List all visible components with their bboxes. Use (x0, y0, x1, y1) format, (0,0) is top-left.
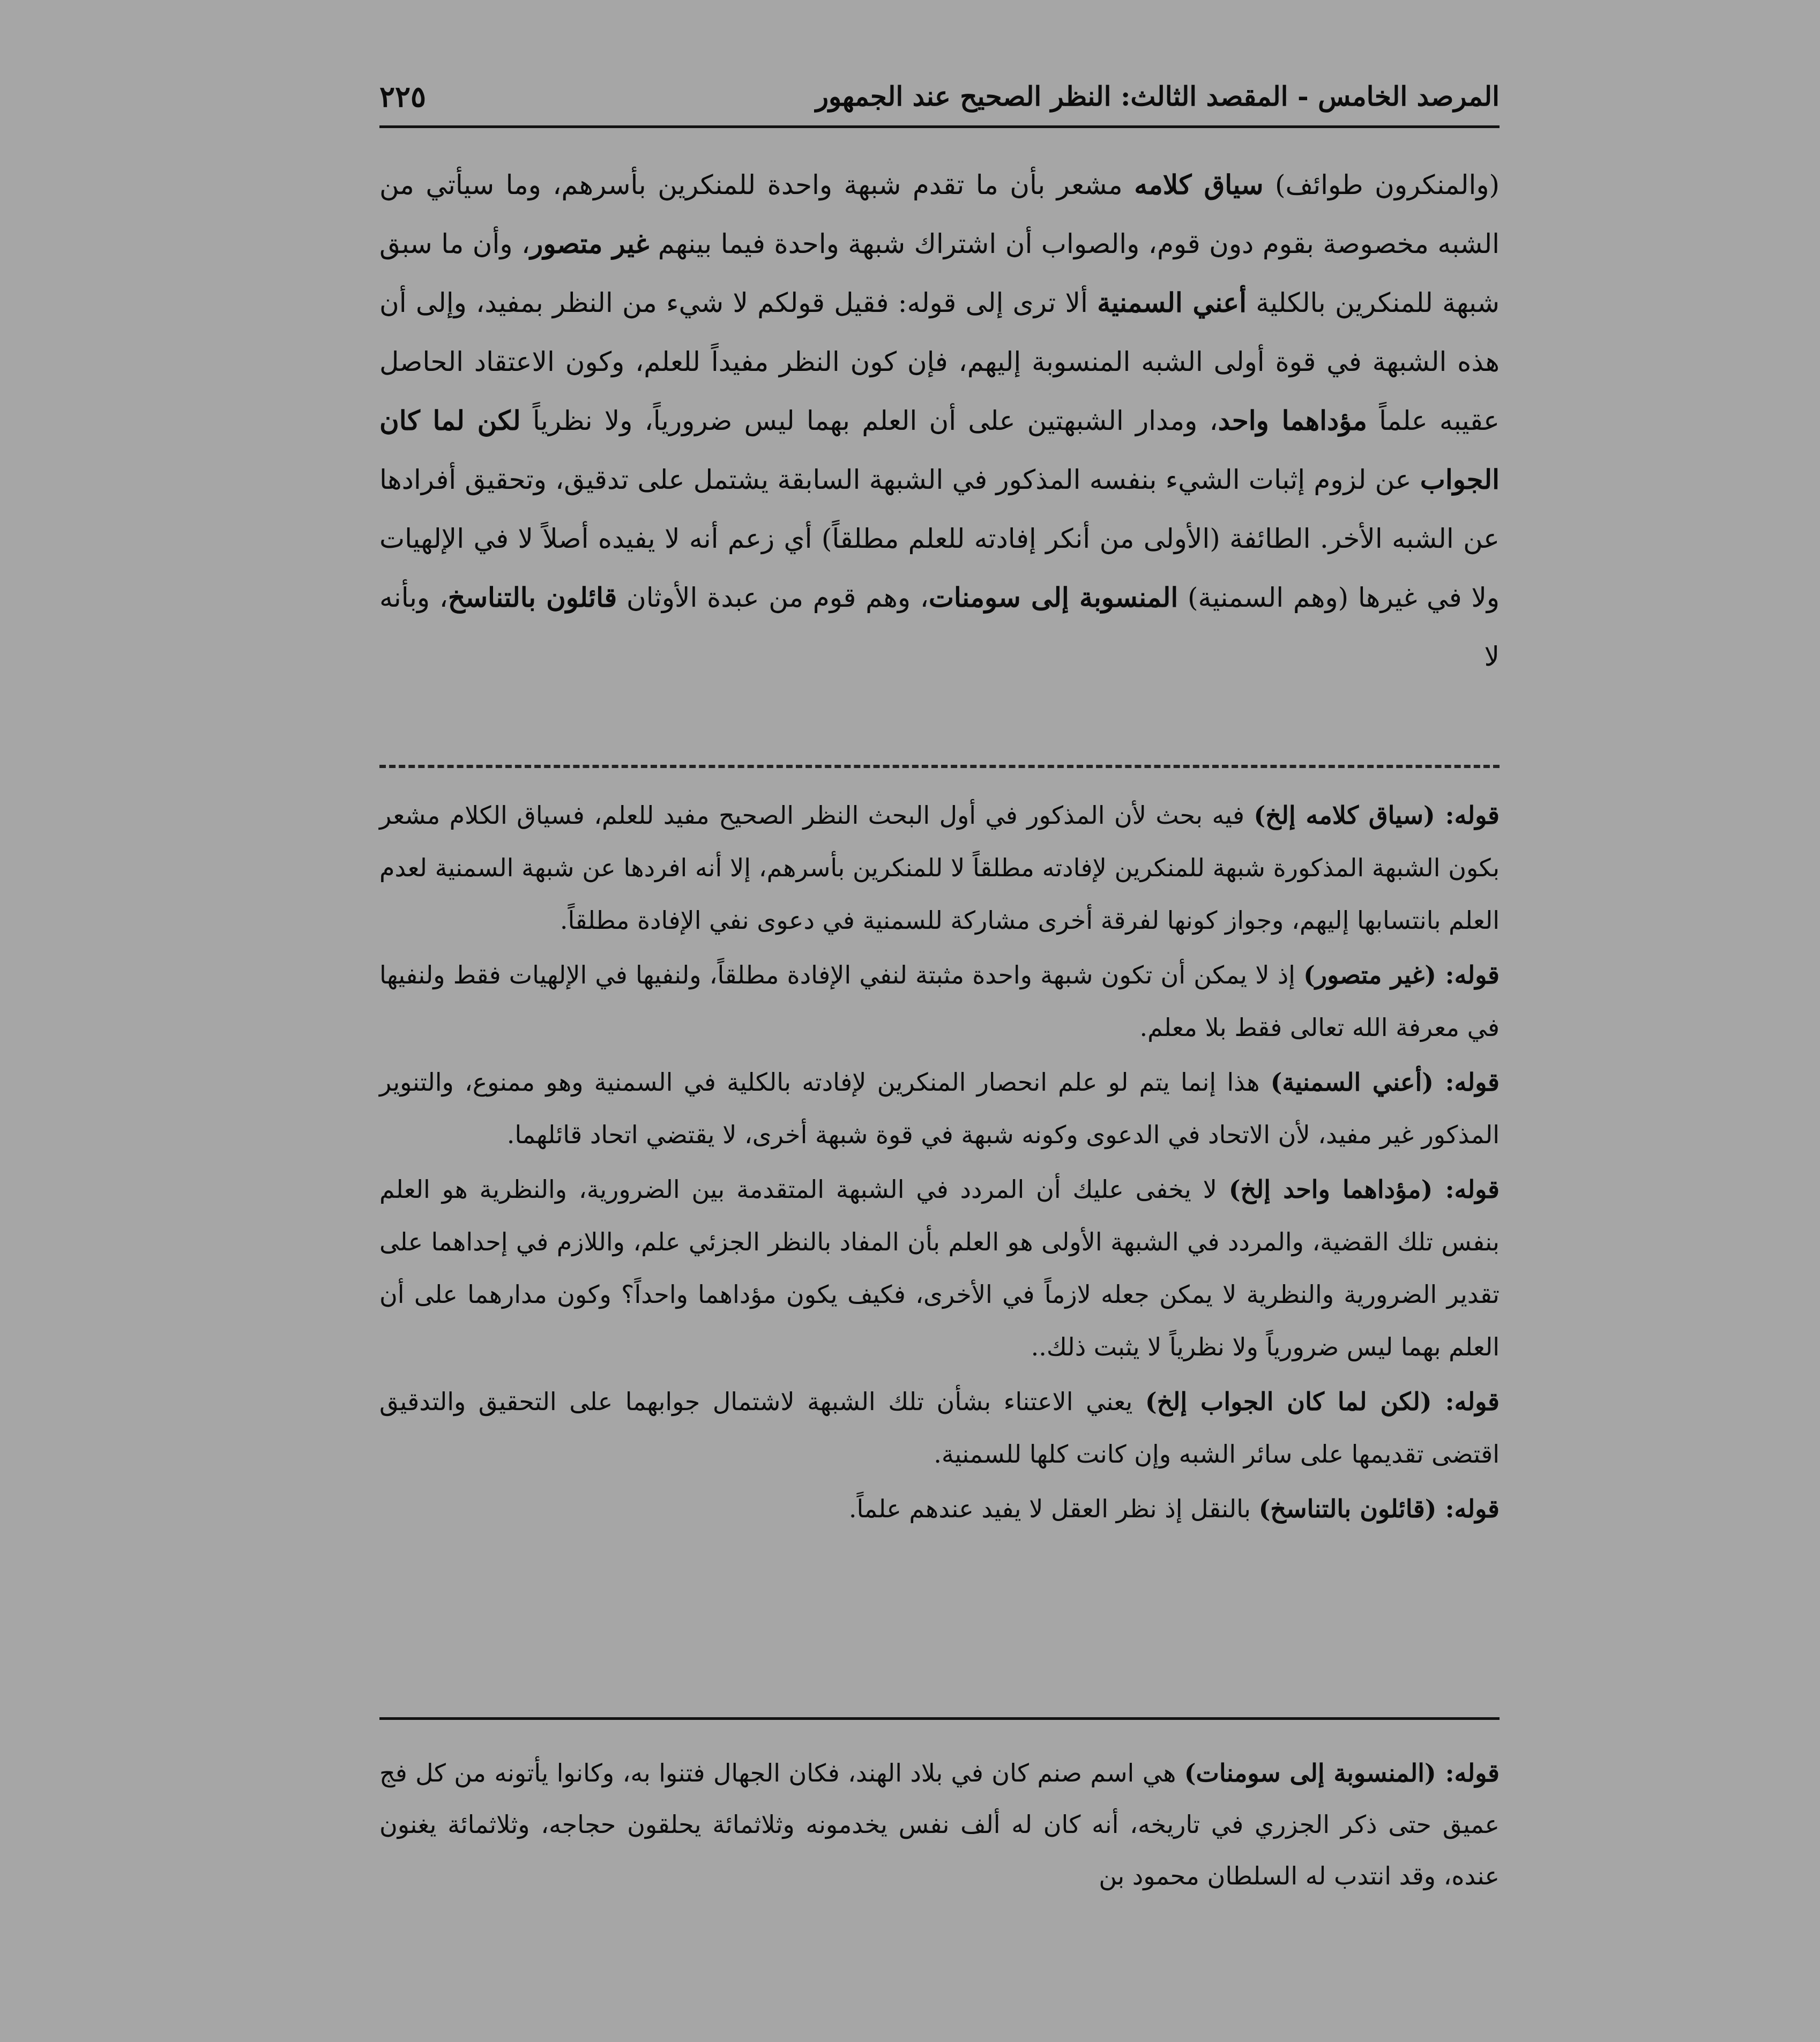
book-page (379, 75, 1500, 2004)
footnote-quote: (المنسوبة إلى سومنات) (1184, 1758, 1436, 1787)
commentary-text: إذ لا يمكن أن تكون شبهة واحدة مثبتة لنفي الإفادة مطلقاً، ولنفيها في الإلهيات فقط ولنفيها في معرفة الله تعالى فقط بلا معلم. (379, 960, 1500, 1042)
footnote-item (379, 1747, 1500, 1902)
main-segment: عن لزوم إثبات الشيء بنفسه المذكور في الشبهة السابقة يشتمل على تدقيق، وتحقيق أفرادها عن الشبه الأخر. الطائفة (الأولى من أنكر إفادته للعلم مطلقاً) أي زعم أنه لا يفيده أصلاً لا في الإلهيات ولا في غيرها (وهم السمنية) (379, 464, 1500, 613)
main-segment: ، وبأنه لا (379, 582, 1500, 672)
commentary-quote: (أعني السمنية) (1270, 1068, 1434, 1097)
main-bold-segment: لكن لما كان الجواب (379, 405, 1500, 495)
commentary-lead: قوله: (1434, 1068, 1500, 1097)
header-rule (379, 125, 1500, 128)
commentary-text: لا يخفى عليك أن المردد في الشبهة المتقدمة بين الضرورية، والنظرية هو العلم بنفس تلك القضية، والمردد في الشبهة الأولى هو العلم بأن المفاد بالنظر الجزئي علم، واللازم في إحداهما على تقدير الضرورية والنظرية لا يمكن جعله لازماً في الأخرى، فكيف يكون مؤداهما واحداً؟ وكون مدارهما على أن العلم بهما ليس ضرورياً ولا نظرياً لا يثبت ذلك.. (379, 1175, 1500, 1361)
commentary-item (379, 949, 1500, 1054)
commentary-quote: (مؤداهما واحد إلخ) (1228, 1175, 1433, 1204)
footnote-text: هي اسم صنم كان في بلاد الهند، فكان الجهال فتنوا به، وكانوا يأتونه من كل فج عميق حتى ذكر الجزري في تاريخه، أنه كان له ألف نفس يخدمونه وثلاثمائة يحلقون حجاجه، وثلاثمائة يغنون عنده، وقد انتدب له السلطان محمود بن (379, 1758, 1500, 1890)
main-bold-segment: قائلون بالتناسخ (447, 582, 617, 613)
commentary-item (379, 1056, 1500, 1161)
commentary-quote: (قائلون بالتناسخ) (1258, 1494, 1437, 1523)
page-header (379, 75, 1500, 129)
running-header-title: المرصد الخامس - المقصد الثالث: النظر الصحيح عند الجمهور (815, 80, 1500, 112)
commentary-lead: قوله: (1431, 1387, 1500, 1416)
commentary-item (379, 1163, 1500, 1373)
main-bold-segment: سياق كلامه (1134, 169, 1264, 200)
footnote-section (379, 1747, 1500, 1902)
main-paragraph (379, 155, 1500, 686)
commentary-lead: قوله: (1435, 801, 1500, 830)
commentary-text: فيه بحث لأن المذكور في أول البحث النظر الصحيح مفيد للعلم، فسياق الكلام مشعر بكون الشبهة المذكورة شبهة للمنكرين لإفادته مطلقاً لا للمنكرين بأسرهم، إلا أنه افردها عن شبهة السمنية لعدم العلم بانتسابها إليهم، وجواز كونها لفرقة أخرى مشاركة للسمنية في دعوى نفي الإفادة مطلقاً. (379, 801, 1500, 935)
footnote-lead: قوله: (1436, 1758, 1500, 1787)
commentary-quote: (سياق كلامه إلخ) (1254, 801, 1435, 830)
commentary-quote: (لكن لما كان الجواب إلخ) (1145, 1387, 1432, 1416)
commentary-lead: قوله: (1436, 1494, 1500, 1523)
commentary-item (379, 1482, 1500, 1535)
main-segment: مشعر بأن ما تقدم شبهة واحدة للمنكرين بأسرهم، وما سيأتي من الشبه مخصوصة بقوم دون قوم، والصواب أن اشتراك شبهة واحدة فيما بينهم (379, 169, 1500, 259)
main-segment: ، وهم قوم من عبدة الأوثان (617, 582, 929, 613)
footnote-rule (379, 1717, 1500, 1720)
main-text (379, 155, 1500, 686)
page-number: ٢٢٥ (379, 79, 427, 114)
commentary-item (379, 1375, 1500, 1480)
commentary-quote: (غير متصور) (1303, 960, 1436, 989)
main-segment: ، وأن ما سبق شبهة للمنكرين بالكلية (379, 228, 1500, 318)
commentary-text: بالنقل إذ نظر العقل لا يفيد عندهم علماً. (848, 1494, 1259, 1523)
main-segment: ، ومدار الشبهتين على أن العلم بهما ليس ضرورياً، ولا نظرياً (520, 405, 1218, 436)
dashed-separator (379, 765, 1500, 768)
commentary-lead: قوله: (1433, 1175, 1500, 1204)
main-bold-segment: غير متصور (530, 228, 650, 259)
main-bold-segment: أعني السمنية (1097, 287, 1247, 318)
main-segment: (والمنكرون طوائف) (1263, 169, 1500, 200)
commentary-section (379, 789, 1500, 1537)
main-segment: ألا ترى إلى قوله: فقيل قولكم لا شيء من النظر بمفيد، وإلى أن هذه الشبهة في قوة أولى الشبه المنسوبة إليهم، فإن كون النظر مفيداً للعلم، وكون الاعتقاد الحاصل عقيبه علماً (379, 287, 1500, 436)
commentary-item (379, 789, 1500, 947)
main-bold-segment: المنسوبة إلى سومنات (928, 582, 1178, 613)
main-bold-segment: مؤداهما واحد (1218, 405, 1367, 436)
commentary-lead: قوله: (1436, 960, 1500, 989)
commentary-text: يعني الاعتناء بشأن تلك الشبهة لاشتمال جوابهما على التحقيق والتدقيق اقتضى تقديمها على سائر الشبه وإن كانت كلها للسمنية. (379, 1387, 1500, 1469)
commentary-text: هذا إنما يتم لو علم انحصار المنكرين لإفادته بالكلية في السمنية وهو ممنوع، والتنوير المذكور غير مفيد، لأن الاتحاد في الدعوى وكونه شبهة في قوة شبهة أخرى، لا يقتضي اتحاد قائلهما. (379, 1068, 1500, 1149)
